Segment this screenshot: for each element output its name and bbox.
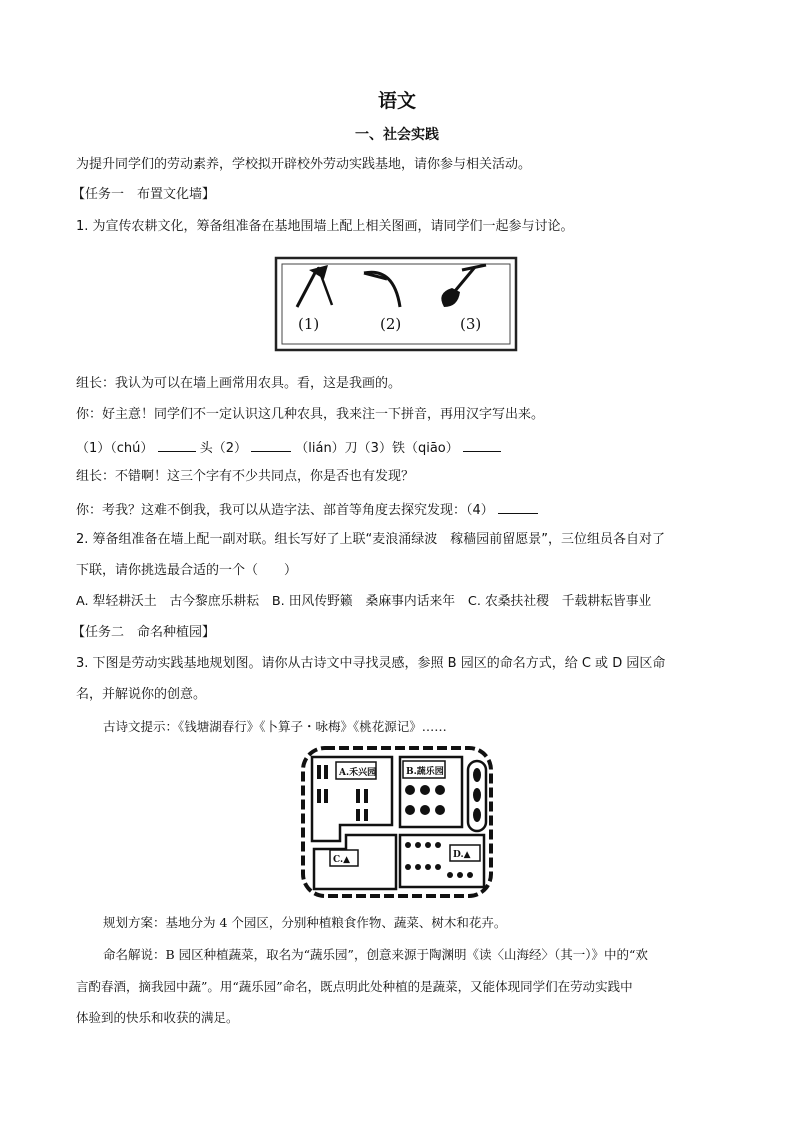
farm-tools-illustration bbox=[272, 255, 520, 355]
vegetable-icons bbox=[405, 785, 445, 815]
pinyin-item-3: （lián）刀（3）铁（qiāo） bbox=[295, 441, 459, 456]
question-3-line-2: 名，并解说你的创意。 bbox=[76, 687, 207, 702]
zone-a-label: A.禾兴园 bbox=[339, 768, 377, 778]
hoe-icon bbox=[297, 265, 332, 307]
answer-blank-3[interactable] bbox=[463, 437, 501, 452]
dialog-you-2-line bbox=[76, 499, 538, 520]
pinyin-item-2: 头（2） bbox=[199, 441, 247, 456]
explain-line-3: 体验到的快乐和收获的满足。 bbox=[76, 1010, 239, 1025]
plan-text: 规划方案：基地分为 4 个园区，分别种植粮食作物、蔬菜、树木和花卉。 bbox=[103, 915, 507, 930]
garden-plan-map bbox=[300, 745, 494, 899]
dialog-leader-1: 组长：我认为可以在墙上画常用农具。看，这是我画的。 bbox=[76, 376, 402, 391]
question-2-line-2: 下联，请你挑选最合适的一个（ ） bbox=[76, 563, 298, 578]
pinyin-line bbox=[76, 437, 501, 458]
tree-icons bbox=[473, 768, 481, 822]
section-heading: 一、社会实践 bbox=[355, 127, 439, 143]
question-3-line-1: 3. 下图是劳动实践基地规划图。请你从古诗文中寻找灵感，参照 B 园区的命名方式，给 C 或 D 园区命 bbox=[76, 656, 666, 671]
answer-blank-1[interactable] bbox=[158, 437, 196, 452]
shovel-icon bbox=[441, 265, 486, 307]
zone-c-label: C.▲ bbox=[333, 855, 351, 865]
answer-blank-2[interactable] bbox=[251, 437, 291, 452]
question-2-options: A. 犁轻耕沃土 古今黎庶乐耕耘 B. 田风传野籁 桑麻事内话来年 C. 农桑扶社稷 千载耕耘皆事业 bbox=[76, 594, 652, 609]
sickle-icon bbox=[364, 272, 400, 307]
tool-label-3: (3) bbox=[460, 315, 482, 333]
question-2-line-1: 2. 筹备组准备在墙上配一副对联。组长写好了上联“麦浪涌绿波 稼穑园前留愿景”，三位组员各自对了 bbox=[76, 532, 666, 547]
explain-line-1: 命名解说：B 园区种植蔬菜，取名为“蔬乐园”，创意来源于陶渊明《读〈山海经〉（其一）》中的“欢 bbox=[103, 947, 648, 962]
pinyin-item-1: （1）（chú） bbox=[76, 441, 154, 456]
answer-blank-4[interactable] bbox=[498, 499, 538, 514]
zone-d-label: D.▲ bbox=[453, 850, 471, 860]
tool-label-1: (1) bbox=[298, 315, 320, 333]
task1-heading: 【任务一 布置文化墙】 bbox=[72, 187, 216, 202]
dialog-you-1: 你：好主意！同学们不一定认识这几种农具，我来注一下拼音，再用汉字写出来。 bbox=[76, 407, 545, 422]
explain-line-2: 言酌春酒，摘我园中蔬”。用“蔬乐园”命名，既点明此处种植的是蔬菜，又能体现同学们在劳动实践中 bbox=[76, 979, 633, 994]
zone-b-label: B.蔬乐园 bbox=[406, 767, 444, 777]
poem-hint: 古诗文提示：《钱塘湖春行》《卜算子・咏梅》《桃花源记》…… bbox=[103, 719, 447, 734]
dialog-leader-2: 组长：不错啊！这三个字有不少共同点，你是否也有发现？ bbox=[76, 469, 415, 484]
page-title: 语文 bbox=[377, 90, 416, 112]
task2-heading: 【任务二 命名种植园】 bbox=[72, 625, 216, 640]
question-1: 1. 为宣传农耕文化，筹备组准备在基地围墙上配上相关图画，请同学们一起参与讨论。 bbox=[76, 219, 574, 234]
dialog-you-2: 你：考我？这难不倒我，我可以从造字法、部首等角度去探究发现：（4） bbox=[76, 503, 494, 518]
intro-text: 为提升同学们的劳动素养，学校拟开辟校外劳动实践基地，请你参与相关活动。 bbox=[76, 157, 532, 172]
tool-label-2: (2) bbox=[380, 315, 402, 333]
